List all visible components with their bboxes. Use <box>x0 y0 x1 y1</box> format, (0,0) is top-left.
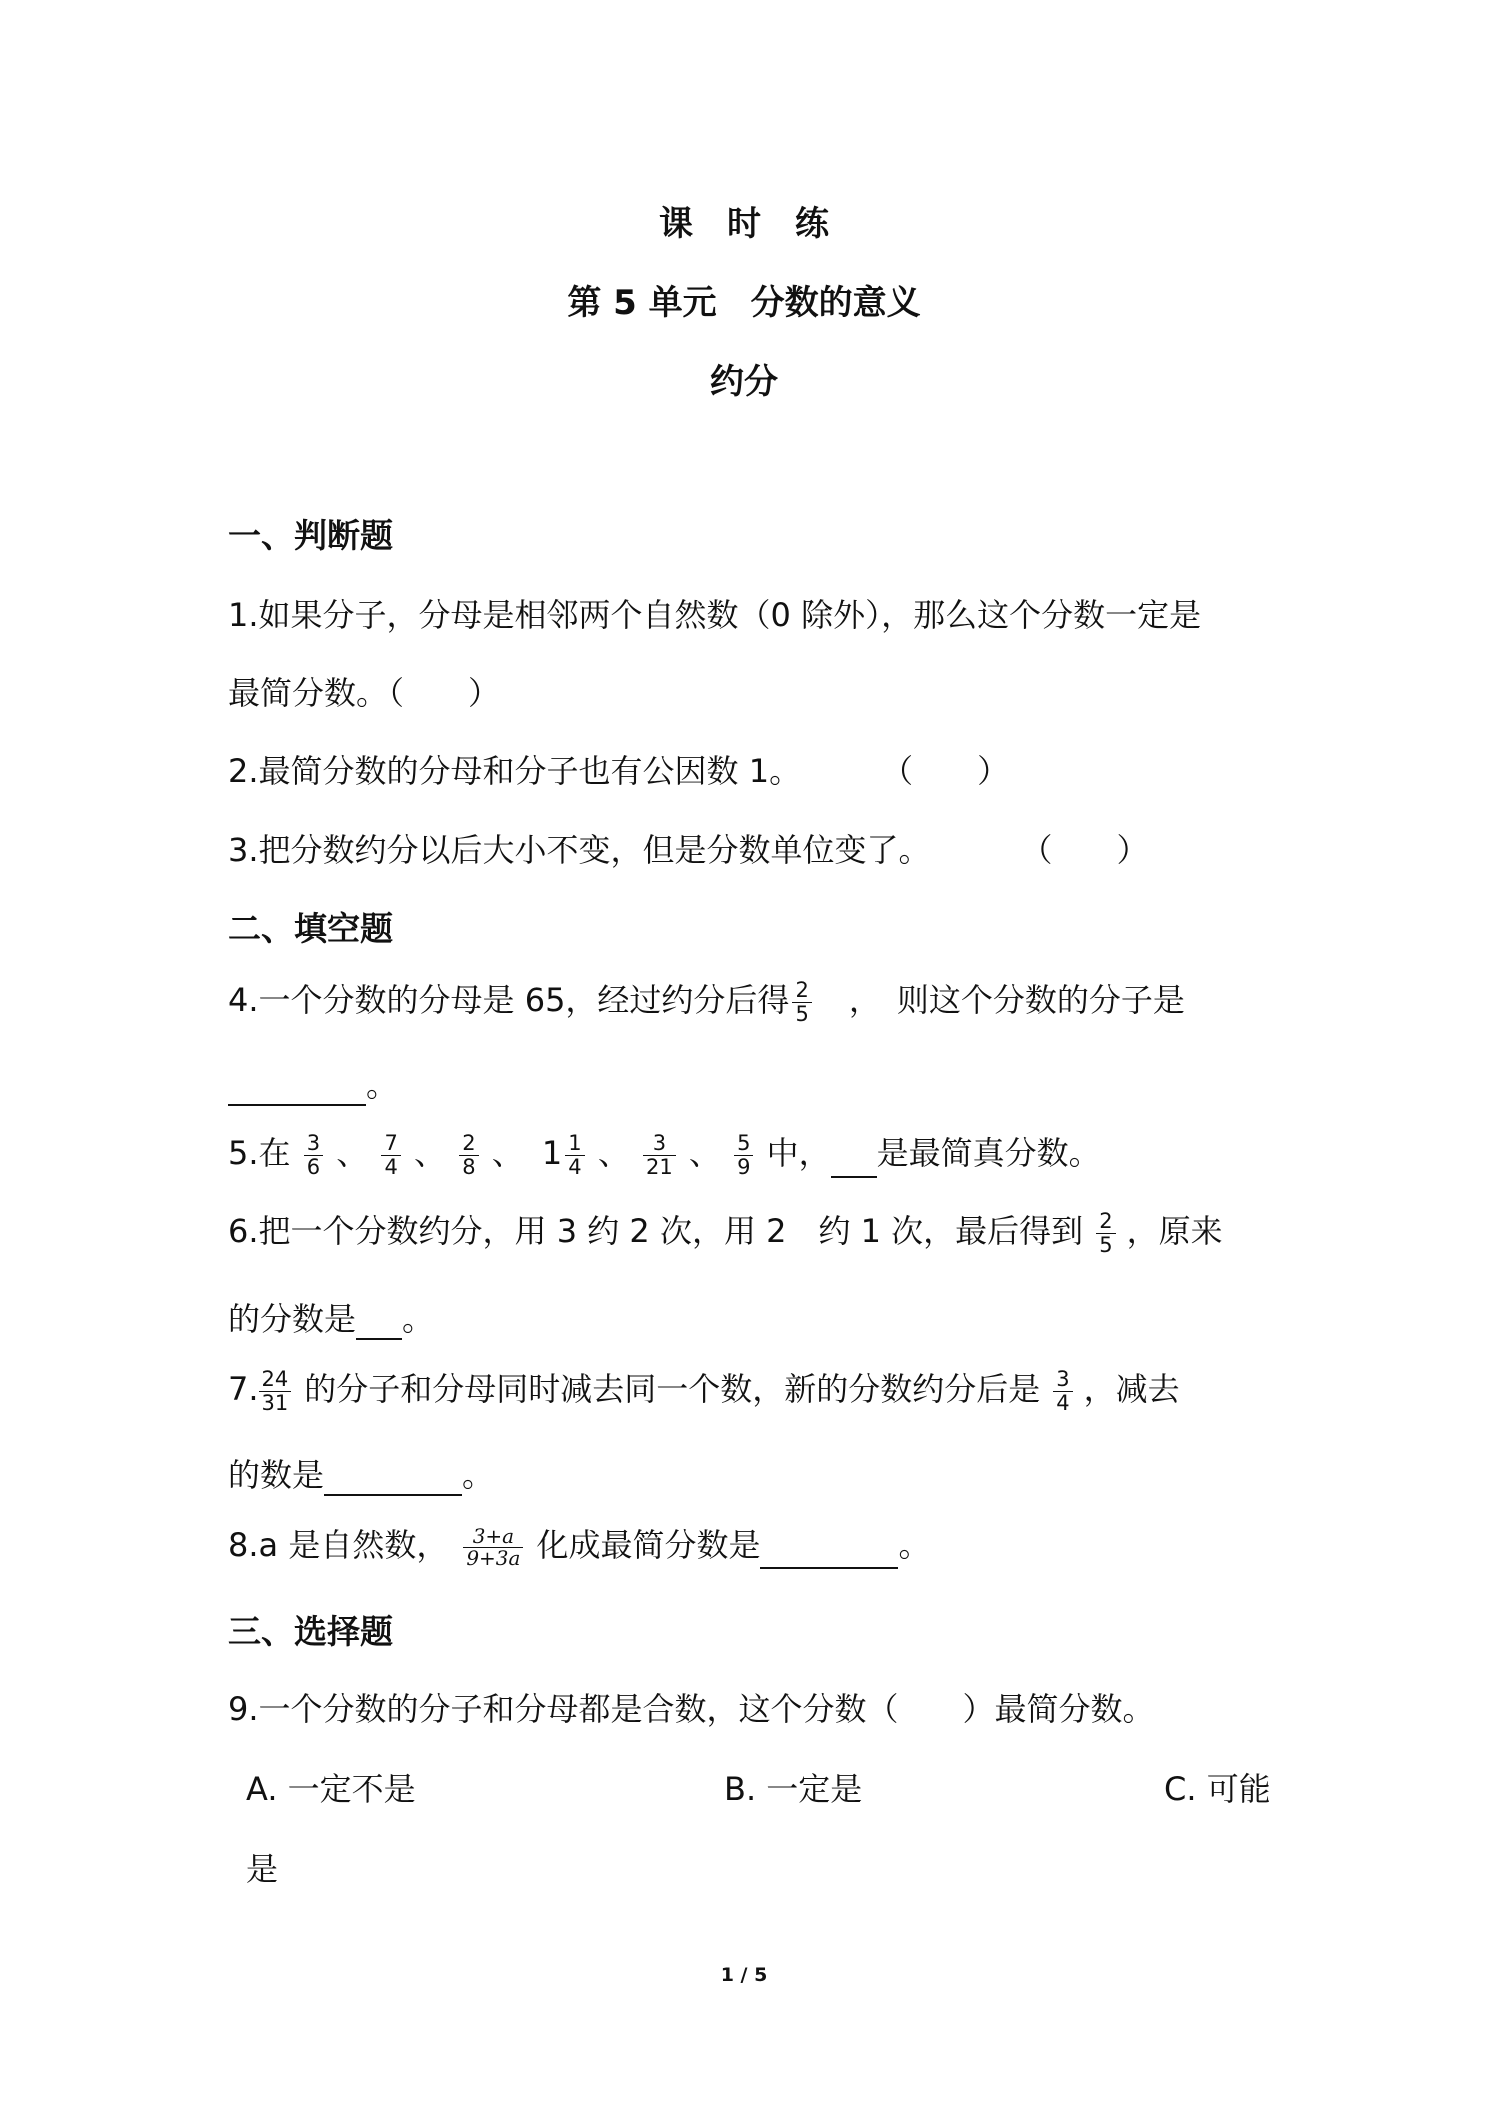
fraction: $\frac{3}{6}$ <box>304 1132 323 1177</box>
fraction: $\frac{2}{5}$ <box>1096 1210 1115 1255</box>
question-8: 8.a 是自然数， $\frac{3+a}{9+3a}$ 化成最简分数是 。 <box>228 1523 931 1570</box>
fraction: $\frac{3}{21}$ <box>643 1132 676 1177</box>
question-4-text-2: ， 则这个分数的分子是 <box>848 981 1185 1019</box>
question-5: 5.在 $\frac{3}{6}$ 、 $\frac{7}{4}$ 、 $\frac{2}{8}$ 、 1 $\frac{1}{4}$ 、 $\frac{3}{21}$ 、 $\frac{5}{9}$ 中， 是最简真分数。 <box>228 1131 1101 1179</box>
question-2-text: 2.最简分数的分母和分子也有公因数 1。 <box>228 752 802 790</box>
unit-title: 第 5 单元 分数的意义 <box>567 283 921 323</box>
fraction: $\frac{5}{9}$ <box>734 1132 753 1177</box>
lesson-title: 约分 <box>710 362 778 402</box>
section-choice: 三、选择题 <box>228 1612 393 1651</box>
answer-paren-2[interactable]: （ ） <box>881 752 1010 790</box>
answer-blank-7[interactable] <box>324 1464 462 1496</box>
section-fill: 二、填空题 <box>228 909 393 948</box>
fraction: $\frac{2}{8}$ <box>459 1132 478 1177</box>
section-judgment: 一、判断题 <box>228 516 393 555</box>
question-4-text: 4.一个分数的分母是 65，经过约分后得 <box>228 981 790 1019</box>
answer-paren-3[interactable]: （ ） <box>1020 831 1149 869</box>
question-3 <box>228 825 1149 871</box>
fraction: $\frac{2}{5}$ <box>792 979 811 1024</box>
fraction: $\frac{24}{31}$ <box>259 1368 292 1413</box>
fraction: $\frac{1}{4}$ <box>565 1132 584 1177</box>
question-7-line-2: 的数是 。 <box>228 1456 495 1494</box>
question-6-line-2: 的分数是 。 <box>228 1300 435 1338</box>
answer-blank-4[interactable] <box>228 1074 366 1106</box>
fraction: $\frac{7}{4}$ <box>381 1132 400 1177</box>
answer-blank-8[interactable] <box>760 1537 898 1569</box>
question-4-line-2: 。 <box>228 1060 398 1106</box>
question-2 <box>228 746 1009 792</box>
fraction: $\frac{3}{4}$ <box>1053 1368 1072 1413</box>
question-1-line-1: 1.如果分子，分母是相邻两个自然数（0 除外），那么这个分数一定是 <box>228 596 1202 634</box>
question-3-text: 3.把分数约分以后大小不变，但是分数单位变了。 <box>228 831 931 869</box>
page-number: 1 / 5 <box>720 1964 768 1986</box>
answer-blank-6[interactable] <box>356 1308 402 1340</box>
mixed-number-whole: 1 <box>541 1134 563 1172</box>
option-a[interactable]: A. 一定不是 <box>246 1770 416 1808</box>
page-title: 课 时 练 <box>659 204 829 244</box>
question-4-line-1 <box>228 975 1185 1025</box>
option-b[interactable]: B. 一定是 <box>724 1770 863 1808</box>
answer-blank-5[interactable] <box>831 1146 877 1178</box>
option-c[interactable]: C. 可能 <box>1164 1770 1271 1808</box>
question-7-line-1: 7. $\frac{24}{31}$ 的分子和分母同时减去同一个数，新的分数约分后是 $\frac{3}{4}$ ，减去 <box>228 1367 1180 1415</box>
fraction: $\frac{3+a}{9+3a}$ <box>463 1526 523 1569</box>
question-1-line-2: 最简分数。（ ） <box>228 674 501 712</box>
question-6-line-1: 6.把一个分数约分，用 3 约 2 次，用 2 约 1 次，最后得到 $\frac{2}{5}$ ，原来 <box>228 1209 1223 1257</box>
option-c-continued: 是 <box>246 1850 279 1888</box>
question-9: 9.一个分数的分子和分母都是合数，这个分数（ ）最简分数。 <box>228 1690 1155 1728</box>
